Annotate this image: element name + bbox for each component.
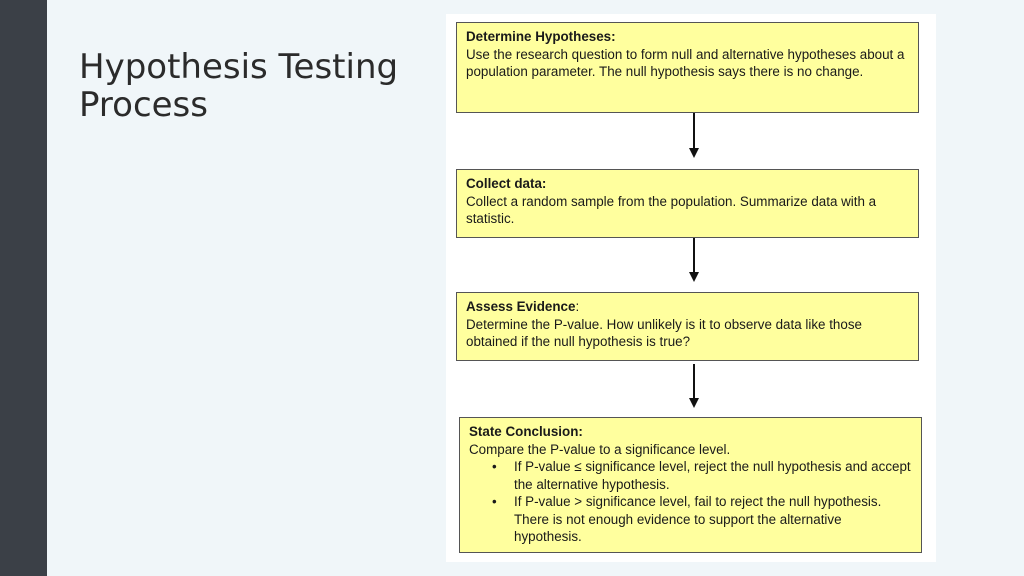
step-body: Collect a random sample from the population. Summarize data with a statistic.	[466, 193, 877, 226]
list-item: • If P-value ≤ significance level, reject the null hypothesis and accept the alternative hypothesis.	[514, 458, 912, 493]
slide-title	[79, 48, 419, 124]
arrow-2-shaft	[693, 238, 695, 273]
arrow-1-shaft	[693, 113, 695, 149]
step-heading: Determine Hypotheses:	[466, 29, 616, 44]
step-body: Determine the P-value. How unlikely is it to observe data like those obtained if the null hypothesis is true?	[466, 316, 862, 349]
step-heading: Collect data:	[466, 176, 547, 191]
arrow-2-head	[689, 272, 699, 282]
slide-title-line-1: Hypothesis Testing	[79, 47, 399, 87]
slide-title-line-2: Process	[79, 85, 208, 125]
flowchart-figure	[446, 14, 936, 562]
conclusion-bullet-list	[469, 458, 912, 546]
step-heading-line	[466, 298, 909, 316]
sidebar-accent-bar	[0, 0, 47, 576]
step-state-conclusion	[459, 417, 922, 553]
step-heading: Assess Evidence	[466, 299, 576, 314]
step-heading-suffix: :	[575, 299, 580, 314]
step-body: Compare the P-value to a significance level.	[469, 441, 731, 457]
arrow-3-head	[689, 398, 699, 408]
step-collect-data	[456, 169, 919, 238]
step-determine-hypotheses	[456, 22, 919, 113]
arrow-3-shaft	[693, 364, 695, 399]
list-item: • If P-value > significance level, fail to reject the null hypothesis. There is not enough evidence to support the alternative hypothesis.	[514, 493, 912, 546]
step-assess-evidence	[456, 292, 919, 361]
step-heading: State Conclusion:	[469, 424, 583, 439]
step-body: Use the research question to form null and alternative hypotheses about a population parameter. The null hypothesis says there is no change.	[466, 46, 905, 79]
arrow-1-head	[689, 148, 699, 158]
